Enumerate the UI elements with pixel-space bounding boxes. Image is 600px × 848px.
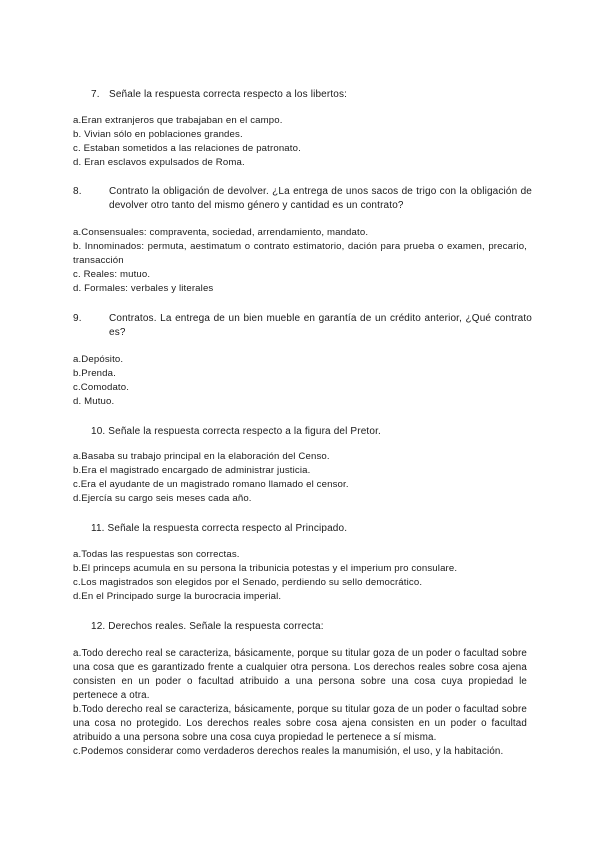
option-b: b.Era el magistrado encargado de administrar justicia. bbox=[73, 465, 311, 476]
question-number: 8. bbox=[73, 186, 82, 197]
options-7 bbox=[73, 114, 527, 170]
question-7 bbox=[91, 88, 532, 102]
option-c: c. Reales: mutuo. bbox=[73, 269, 151, 280]
option-d: d.Ejercía su cargo seis meses cada año. bbox=[73, 493, 252, 504]
question-text: Contratos. La entrega de un bien mueble en garantía de un crédito anterior, ¿Qué contrato es? bbox=[109, 313, 532, 338]
question-number: 9. bbox=[73, 313, 82, 324]
option-a: a.Depósito. bbox=[73, 354, 124, 365]
question-9 bbox=[73, 312, 532, 340]
options-8 bbox=[73, 226, 527, 296]
option-c: c.Podemos considerar como verdaderos derechos reales la manumisión, el uso, y la habitación. bbox=[73, 746, 504, 757]
option-a: a.Todo derecho real se caracteriza, básicamente, porque su titular goza de un poder o facultad sobre una cosa que es garantizado frente a cualquier otra persona. Los derechos reales sobre cosa ajena consisten en un poder o facultad atribuido a una persona sobre una cosa cuya propiedad le pertenece a otra. bbox=[73, 648, 527, 701]
question-11 bbox=[91, 522, 532, 536]
question-12 bbox=[91, 620, 532, 634]
question-text: Señale la respuesta correcta respecto a los libertos: bbox=[109, 89, 348, 100]
question-number: 11. bbox=[91, 523, 105, 534]
question-text: Derechos reales. Señale la respuesta correcta: bbox=[108, 621, 324, 632]
options-9 bbox=[73, 353, 527, 409]
option-a: a.Basaba su trabajo principal en la elaboración del Censo. bbox=[73, 451, 330, 462]
question-number: 7. bbox=[91, 89, 100, 100]
option-c: c.Era el ayudante de un magistrado romano llamado el censor. bbox=[73, 479, 349, 490]
question-10 bbox=[91, 425, 532, 439]
option-c: c.Comodato. bbox=[73, 382, 130, 393]
question-text: Contrato la obligación de devolver. ¿La entrega de unos sacos de trigo con la obligación de devolver otro tanto del mismo género y cantidad es un contrato? bbox=[109, 186, 532, 211]
options-10 bbox=[73, 450, 527, 506]
question-number: 10. bbox=[91, 426, 106, 437]
option-b: b. Vivian sólo en poblaciones grandes. bbox=[73, 129, 243, 140]
option-b: b.Prenda. bbox=[73, 368, 116, 379]
option-a: a.Consensuales: compraventa, sociedad, arrendamiento, mandato. bbox=[73, 227, 369, 238]
option-d: d. Mutuo. bbox=[73, 396, 115, 407]
option-d: d.En el Principado surge la burocracia imperial. bbox=[73, 591, 282, 602]
options-11 bbox=[73, 548, 527, 604]
option-d: d. Eran esclavos expulsados de Roma. bbox=[73, 157, 245, 168]
question-number: 12. bbox=[91, 621, 106, 632]
question-8 bbox=[73, 185, 532, 213]
option-d: d. Formales: verbales y literales bbox=[73, 283, 214, 294]
options-12 bbox=[73, 647, 527, 759]
option-a: a.Todas las respuestas son correctas. bbox=[73, 549, 240, 560]
option-a: a.Eran extranjeros que trabajaban en el campo. bbox=[73, 115, 283, 126]
option-c: c.Los magistrados son elegidos por el Senado, perdiendo su sello democrático. bbox=[73, 577, 423, 588]
option-b: b.Todo derecho real se caracteriza, básicamente, porque su titular goza de un poder o facultad sobre una cosa no protegido. Los derechos reales sobre cosa ajena consisten en un poder o facultad atribuido a una persona sobre una cosa cuya propiedad le pertenece a sí misma. bbox=[73, 704, 527, 743]
question-text: Señale la respuesta correcta respecto al Principado. bbox=[107, 523, 348, 534]
option-b: b.El princeps acumula en su persona la tribunicia potestas y el imperium pro consulare. bbox=[73, 563, 458, 574]
option-b: b. Innominados: permuta, aestimatum o contrato estimatorio, dación para prueba o examen, precario, transacción bbox=[73, 241, 527, 266]
question-text: Señale la respuesta correcta respecto a la figura del Pretor. bbox=[108, 426, 381, 437]
option-c: c. Estaban sometidos a las relaciones de patronato. bbox=[73, 143, 301, 154]
